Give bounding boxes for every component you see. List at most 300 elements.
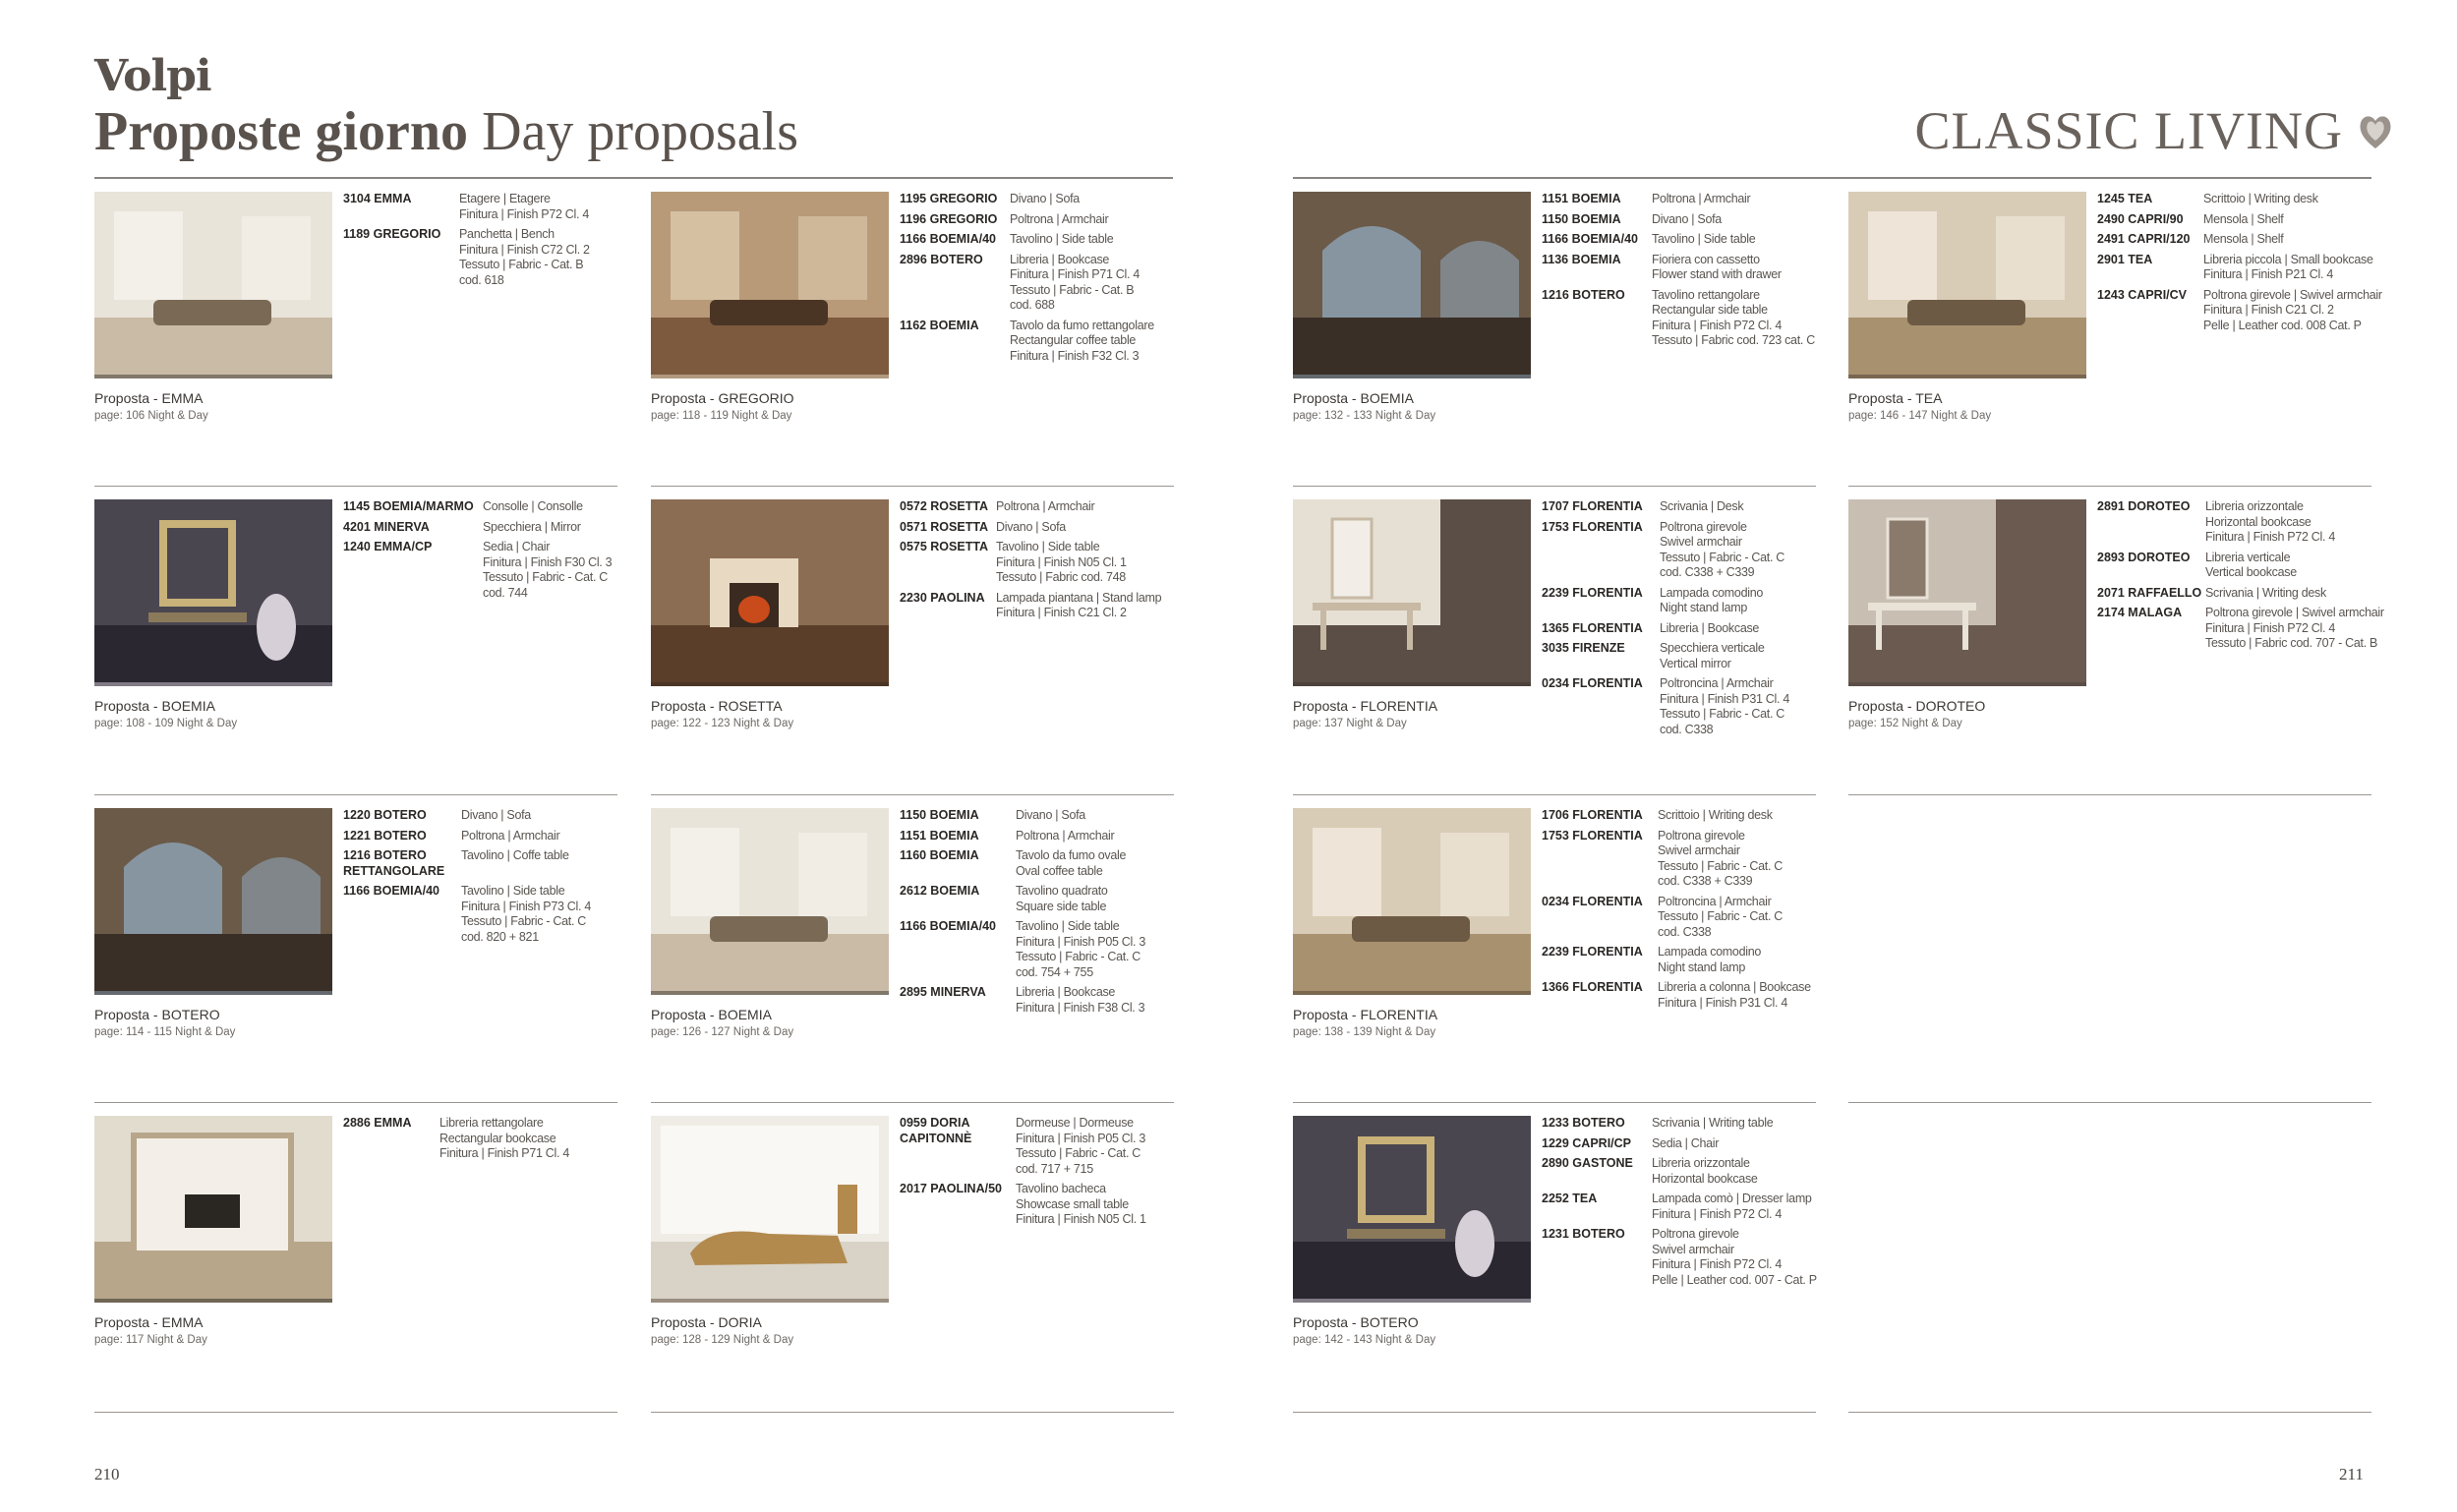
item-description [2203,288,2382,334]
description-line: Tavolino | Side table [461,884,565,898]
proposal-caption: Proposta - BOEMIA [1293,390,1414,406]
item-description [1016,808,1085,824]
description-line: Poltrona | Armchair [996,499,1095,513]
item-code: 1162 BOEMIA [900,318,979,332]
proposal-caption: Proposta - DORIA [651,1314,762,1330]
item-description [1652,1192,1812,1222]
description-line: Poltroncina | Armchair [1658,894,1772,908]
item-description [996,540,1127,586]
item-code: 2896 BOTERO [900,252,983,266]
proposal-caption: Proposta - BOTERO [94,1007,220,1022]
title-italian: Proposte giorno [94,101,469,162]
item-description [1660,586,1763,616]
description-line: Finitura | Finish P72 Cl. 4 [459,206,590,221]
description-line: Tavolo da fumo ovale [1016,848,1127,862]
item-row [2097,288,2382,334]
item-code: 2893 DOROTEO [2097,550,2191,564]
item-list [1542,192,1815,354]
brand-title [1914,100,2394,161]
description-line: Oval coffee table [1016,863,1103,878]
item-row [900,319,1154,365]
proposal-caption: Proposta - GREGORIO [651,390,794,406]
description-line: Finitura | Finish P71 Cl. 4 [439,1146,570,1160]
item-description [1652,192,1750,207]
proposal-caption: Proposta - BOEMIA [651,1007,772,1022]
item-list [900,192,1154,369]
description-line: Tessuto | Fabric - Cat. B [459,258,584,271]
description-line: Libreria verticale [2205,550,2291,564]
description-line: Etagere | Etagere [459,192,551,205]
item-code: 1245 TEA [2097,192,2153,205]
item-code: 1189 GREGORIO [343,227,441,241]
description-line: Tavolino | Side table [1010,232,1114,246]
description-line: Square side table [1016,899,1107,913]
page-reference: page: 152 Night & Day [1848,718,1962,729]
page-reference: page: 106 Night & Day [94,410,208,422]
item-code: 1136 BOEMIA [1542,252,1621,266]
description-line: Swivel armchair [1658,843,1740,857]
item-row [1542,499,1789,515]
item-code: 1365 FLORENTIA [1542,620,1643,635]
description-line: cod. C338 + C339 [1660,565,1755,579]
item-description [1016,1182,1146,1228]
item-description [1010,192,1080,207]
page-number-right: 211 [2339,1465,2364,1483]
description-line: Libreria | Bookcase [1010,252,1110,266]
section-divider [1848,794,2371,795]
item-code: 1145 BOEMIA/MARMO [343,499,474,513]
description-line: Poltrona | Armchair [461,828,560,843]
item-code: 1196 GREGORIO [900,211,998,226]
proposal-card [94,499,617,775]
room-photo [94,499,332,686]
proposal-photo [1293,808,1531,995]
item-description [459,192,589,222]
item-row [1542,980,1811,1011]
proposal-card [651,499,1174,775]
title-english: Day proposals [482,101,799,162]
item-row [343,1116,569,1162]
item-description [1660,676,1789,737]
description-line: Libreria rettangolare [439,1116,544,1130]
item-list [900,1116,1146,1233]
item-code: 1229 CAPRI/CP [1542,1135,1632,1150]
item-description [1660,520,1784,581]
page-reference: page: 122 - 123 Night & Day [651,718,794,729]
item-row [900,985,1145,1016]
description-line: Poltrona girevole | Swivel armchair [2203,287,2382,302]
item-description [2203,232,2283,248]
page-reference: page: 142 - 143 Night & Day [1293,1334,1436,1346]
item-code: 2890 GASTONE [1542,1156,1633,1170]
description-line: Divano | Sofa [461,808,531,822]
proposal-card [1848,192,2382,467]
description-line: Tessuto | Fabric - Cat. C [461,914,587,928]
description-line: Poltrona girevole [1658,828,1745,843]
description-line: Divano | Sofa [1016,808,1085,822]
proposal-card [651,1116,1174,1391]
header-rule-left [94,177,1173,179]
item-code: 2895 MINERVA [900,985,986,999]
description-line: Finitura | Finish P21 Cl. 4 [2203,267,2334,281]
item-code: 3035 FIRENZE [1542,641,1625,655]
description-line: Finitura | Finish P71 Cl. 4 [1010,267,1141,281]
item-description [2203,192,2318,207]
item-code: 1240 EMMA/CP [343,540,433,553]
item-code: 2612 BOEMIA [900,884,980,898]
description-line: Scrivania | Writing desk [2205,585,2326,600]
description-line: Horizontal bookcase [1652,1171,1758,1186]
description-line: Swivel armchair [1660,535,1742,549]
item-list [2097,499,2384,657]
item-code: 1243 CAPRI/CV [2097,287,2188,302]
item-row [900,808,1145,824]
item-row [1542,676,1789,737]
description-line: Finitura | Finish F30 Cl. 3 [483,554,613,569]
item-row [900,520,1161,536]
page-reference: page: 126 - 127 Night & Day [651,1026,794,1038]
item-description [1658,980,1811,1011]
description-line: Mensola | Shelf [2203,211,2284,226]
item-description [1652,1227,1817,1288]
description-line: Libreria | Bookcase [1660,620,1760,635]
item-description [1660,641,1765,671]
proposal-photo [94,499,332,686]
item-code: 1233 BOTERO [1542,1116,1625,1130]
proposal-card [94,808,617,1083]
item-row [900,192,1154,207]
item-description [1010,319,1154,365]
item-code: 1166 BOEMIA/40 [900,232,996,246]
item-code: 2239 FLORENTIA [1542,945,1643,959]
proposal-caption: Proposta - TEA [1848,390,1943,406]
proposal-card [651,808,1174,1083]
room-photo [651,499,889,686]
page-reference: page: 108 - 109 Night & Day [94,718,238,729]
proposal-caption: Proposta - DOROTEO [1848,698,1986,714]
item-description [459,227,590,288]
proposal-card [94,1116,617,1391]
bottom-divider [1293,1412,1816,1413]
proposal-photo [651,192,889,378]
item-description [1016,919,1145,980]
description-line: Tessuto | Fabric - Cat. C [1660,550,1785,564]
item-row [900,540,1161,586]
empty-slot [1848,808,2371,1083]
item-row [900,1116,1146,1177]
room-photo [651,808,889,995]
bottom-divider [651,1412,1174,1413]
item-code: 1216 BOTERO RETTANGOLARE [343,848,445,878]
item-description [1016,1116,1145,1177]
item-row [1542,288,1815,349]
description-line: Lampada comò | Dresser lamp [1652,1192,1812,1205]
description-line: cod. 754 + 755 [1016,964,1093,979]
proposal-card [1848,499,2384,775]
item-row [2097,232,2382,248]
item-row [343,884,591,945]
proposal-photo [94,192,332,378]
proposal-photo [94,808,332,995]
description-line: Tavolino | Side table [1016,919,1120,933]
proposal-caption: Proposta - BOEMIA [94,698,215,714]
description-line: Finitura | Finish P05 Cl. 3 [1016,1131,1146,1145]
item-list [343,1116,569,1167]
item-description [1658,808,1773,824]
item-description [1660,499,1743,515]
description-line: Rectangular coffee table [1010,333,1137,347]
item-code: 1753 FLORENTIA [1542,519,1643,534]
description-line: Libreria piccola | Small bookcase [2203,252,2373,266]
description-line: Tavolino | Side table [1652,232,1756,246]
room-photo [1293,499,1531,686]
description-line: Scrittoio | Writing desk [1658,808,1773,822]
item-row [1542,641,1789,671]
item-code: 1166 BOEMIA/40 [1542,232,1638,246]
item-row [1542,895,1811,941]
item-row [343,499,612,515]
item-row [900,499,1161,515]
item-row [343,808,591,824]
room-photo [651,192,889,378]
item-code: 1216 BOTERO [1542,287,1625,302]
proposal-card [1293,1116,1816,1391]
item-row [900,884,1145,914]
item-list [343,808,591,950]
description-line: Fioriera con cassetto [1652,252,1760,266]
proposal-card [1293,499,1816,775]
item-row [343,540,612,601]
section-divider [651,1102,1174,1103]
item-row [900,253,1154,314]
description-line: Lampada comodino [1660,585,1763,600]
item-description [1010,253,1140,314]
section-divider [651,794,1174,795]
item-description [483,540,612,601]
item-code: 0575 ROSETTA [900,540,989,553]
section-divider [651,486,1174,487]
description-line: Horizontal bookcase [2205,514,2311,529]
description-line: Rectangular bookcase [439,1131,556,1145]
description-line: Tavolino rettangolare [1652,287,1760,302]
description-line: Specchiera | Mirror [483,519,581,534]
proposal-photo [1848,192,2086,378]
description-line: Poltrona | Armchair [1016,828,1115,843]
item-row [1542,808,1811,824]
room-photo [1293,1116,1531,1303]
page-reference: page: 132 - 133 Night & Day [1293,410,1436,422]
description-line: Libreria | Bookcase [1016,985,1116,999]
proposal-card [651,192,1174,467]
description-line: Finitura | Finish P31 Cl. 4 [1660,691,1790,706]
item-code: 2239 FLORENTIA [1542,585,1643,600]
item-row [900,919,1145,980]
item-description [1010,212,1108,228]
item-row [900,848,1145,879]
description-line: Tessuto | Fabric cod. 707 - Cat. B [2205,636,2378,650]
description-line: cod. 820 + 821 [461,929,539,944]
description-line: Pelle | Leather cod. 007 - Cat. P [1652,1272,1817,1287]
description-line: cod. 744 [483,585,528,600]
item-code: 1221 BOTERO [343,828,427,843]
proposal-photo [1293,1116,1531,1303]
item-description [1658,945,1761,975]
item-description [439,1116,569,1162]
item-description [2205,499,2335,546]
description-line: Tavolino | Side table [996,540,1100,553]
item-code: 1150 BOEMIA [1542,211,1621,226]
room-photo [94,808,332,995]
section-divider [94,486,617,487]
description-line: Tessuto | Fabric - Cat. C [1658,909,1784,923]
item-row [1542,945,1811,975]
item-code: 0234 FLORENTIA [1542,676,1643,690]
item-description [461,829,559,844]
proposal-card [94,192,617,467]
item-description [2203,253,2373,283]
item-code: 1166 BOEMIA/40 [343,884,439,898]
item-row [343,227,590,288]
item-row [900,829,1145,844]
description-line: Swivel armchair [1652,1242,1734,1256]
description-line: Finitura | Finish P72 Cl. 4 [2205,530,2336,544]
item-code: 2491 CAPRI/120 [2097,232,2191,246]
description-line: Night stand lamp [1660,601,1747,614]
description-line: cod. 618 [459,272,504,287]
item-description [1016,985,1144,1016]
proposal-photo [1293,192,1531,378]
item-code: 1195 GREGORIO [900,192,998,205]
proposal-photo [94,1116,332,1303]
description-line: Vertical bookcase [2205,565,2297,579]
description-line: Finitura | Finish P72 Cl. 4 [1652,1257,1783,1271]
empty-slot [1848,1116,2371,1391]
description-line: Poltrona girevole | Swivel armchair [2205,606,2384,619]
page-number-left: 210 [94,1465,120,1483]
item-row [2097,586,2384,602]
description-line: Poltrona | Armchair [1652,192,1751,205]
page-reference: page: 128 - 129 Night & Day [651,1334,794,1346]
proposal-caption: Proposta - BOTERO [1293,1314,1419,1330]
proposal-photo [1848,499,2086,686]
description-line: Scrittoio | Writing desk [2203,192,2318,205]
description-line: Tessuto | Fabric - Cat. C [1660,707,1785,721]
item-description [483,499,583,515]
bottom-divider [94,1412,617,1413]
item-row [900,232,1154,248]
item-code: 1366 FLORENTIA [1542,980,1643,994]
proposal-card [1293,192,1816,467]
description-line: Libreria a colonna | Bookcase [1658,980,1811,994]
item-code: 2174 MALAGA [2097,606,2183,619]
description-line: Tavolino | Coffe table [461,848,569,862]
item-code: 2891 DOROTEO [2097,499,2191,513]
item-row [2097,253,2382,283]
proposal-caption: Proposta - ROSETTA [651,698,783,714]
item-description [1658,895,1783,941]
proposal-caption: Proposta - FLORENTIA [1293,698,1438,714]
header-rule-right [1293,177,2371,179]
item-code: 2886 EMMA [343,1116,412,1130]
item-row [2097,606,2384,652]
proposal-caption: Proposta - EMMA [94,1314,204,1330]
description-line: cod. C338 + C339 [1658,874,1753,888]
item-description [1652,253,1782,283]
proposal-photo [651,808,889,995]
item-description [2205,606,2384,652]
item-row [2097,551,2384,581]
item-description [461,808,531,824]
description-line: cod. 717 + 715 [1016,1161,1093,1176]
item-row [343,829,591,844]
item-code: 1231 BOTERO [1542,1227,1625,1241]
item-code: 1166 BOEMIA/40 [900,919,996,933]
description-line: Poltrona girevole [1652,1227,1739,1241]
description-line: Finitura | Finish P72 Cl. 4 [1652,318,1783,332]
description-line: Finitura | Finish P73 Cl. 4 [461,899,592,913]
description-line: Vertical mirror [1660,656,1731,670]
item-row [1542,586,1789,616]
item-row [1542,1136,1817,1152]
item-row [1542,621,1789,637]
item-description [1652,1116,1773,1132]
section-divider [1848,1102,2371,1103]
brand-label: CLASSIC LIVING [1914,101,2343,160]
description-line: Finitura | Finish N05 Cl. 1 [1016,1212,1146,1226]
item-description [2205,586,2326,602]
item-list [900,499,1161,626]
page-reference: page: 137 Night & Day [1293,718,1407,729]
item-list [1542,499,1789,742]
item-code: 4201 MINERVA [343,519,430,534]
item-code: 2017 PAOLINA/50 [900,1182,1002,1195]
item-code: 1707 FLORENTIA [1542,499,1643,513]
item-code: 0234 FLORENTIA [1542,894,1643,908]
item-code: 2490 CAPRI/90 [2097,211,2184,226]
description-line: Lampada comodino [1658,945,1761,959]
page-reference: page: 138 - 139 Night & Day [1293,1026,1436,1038]
description-line: Showcase small table [1016,1196,1129,1211]
room-photo [1848,192,2086,378]
description-line: Specchiera verticale [1660,641,1765,655]
section-divider [94,1102,617,1103]
item-code: 2230 PAOLINA [900,590,985,605]
item-code: 3104 EMMA [343,192,412,205]
item-code: 2071 RAFFAELLO [2097,585,2202,600]
description-line: Finitura | Finish P72 Cl. 4 [2205,620,2336,635]
description-line: Dormeuse | Dormeuse [1016,1116,1134,1130]
description-line: Libreria orizzontale [1652,1156,1750,1170]
description-line: Divano | Sofa [996,519,1066,534]
item-list [343,499,612,606]
item-row [900,212,1154,228]
item-description [1652,232,1755,248]
item-row [1542,192,1815,207]
item-code: 1220 BOTERO [343,808,427,822]
description-line: Flower stand with drawer [1652,267,1782,281]
description-line: Poltrona | Armchair [1010,211,1109,226]
description-line: Divano | Sofa [1010,192,1080,205]
item-row [343,848,591,879]
description-line: Divano | Sofa [1652,211,1722,226]
description-line: Finitura | Finish P05 Cl. 3 [1016,934,1146,949]
item-description [461,848,569,879]
item-list [1542,1116,1817,1293]
description-line: Scrivania | Writing table [1652,1116,1774,1130]
description-line: Panchetta | Bench [459,227,555,241]
item-code: 0571 ROSETTA [900,519,989,534]
room-photo [1293,192,1531,378]
